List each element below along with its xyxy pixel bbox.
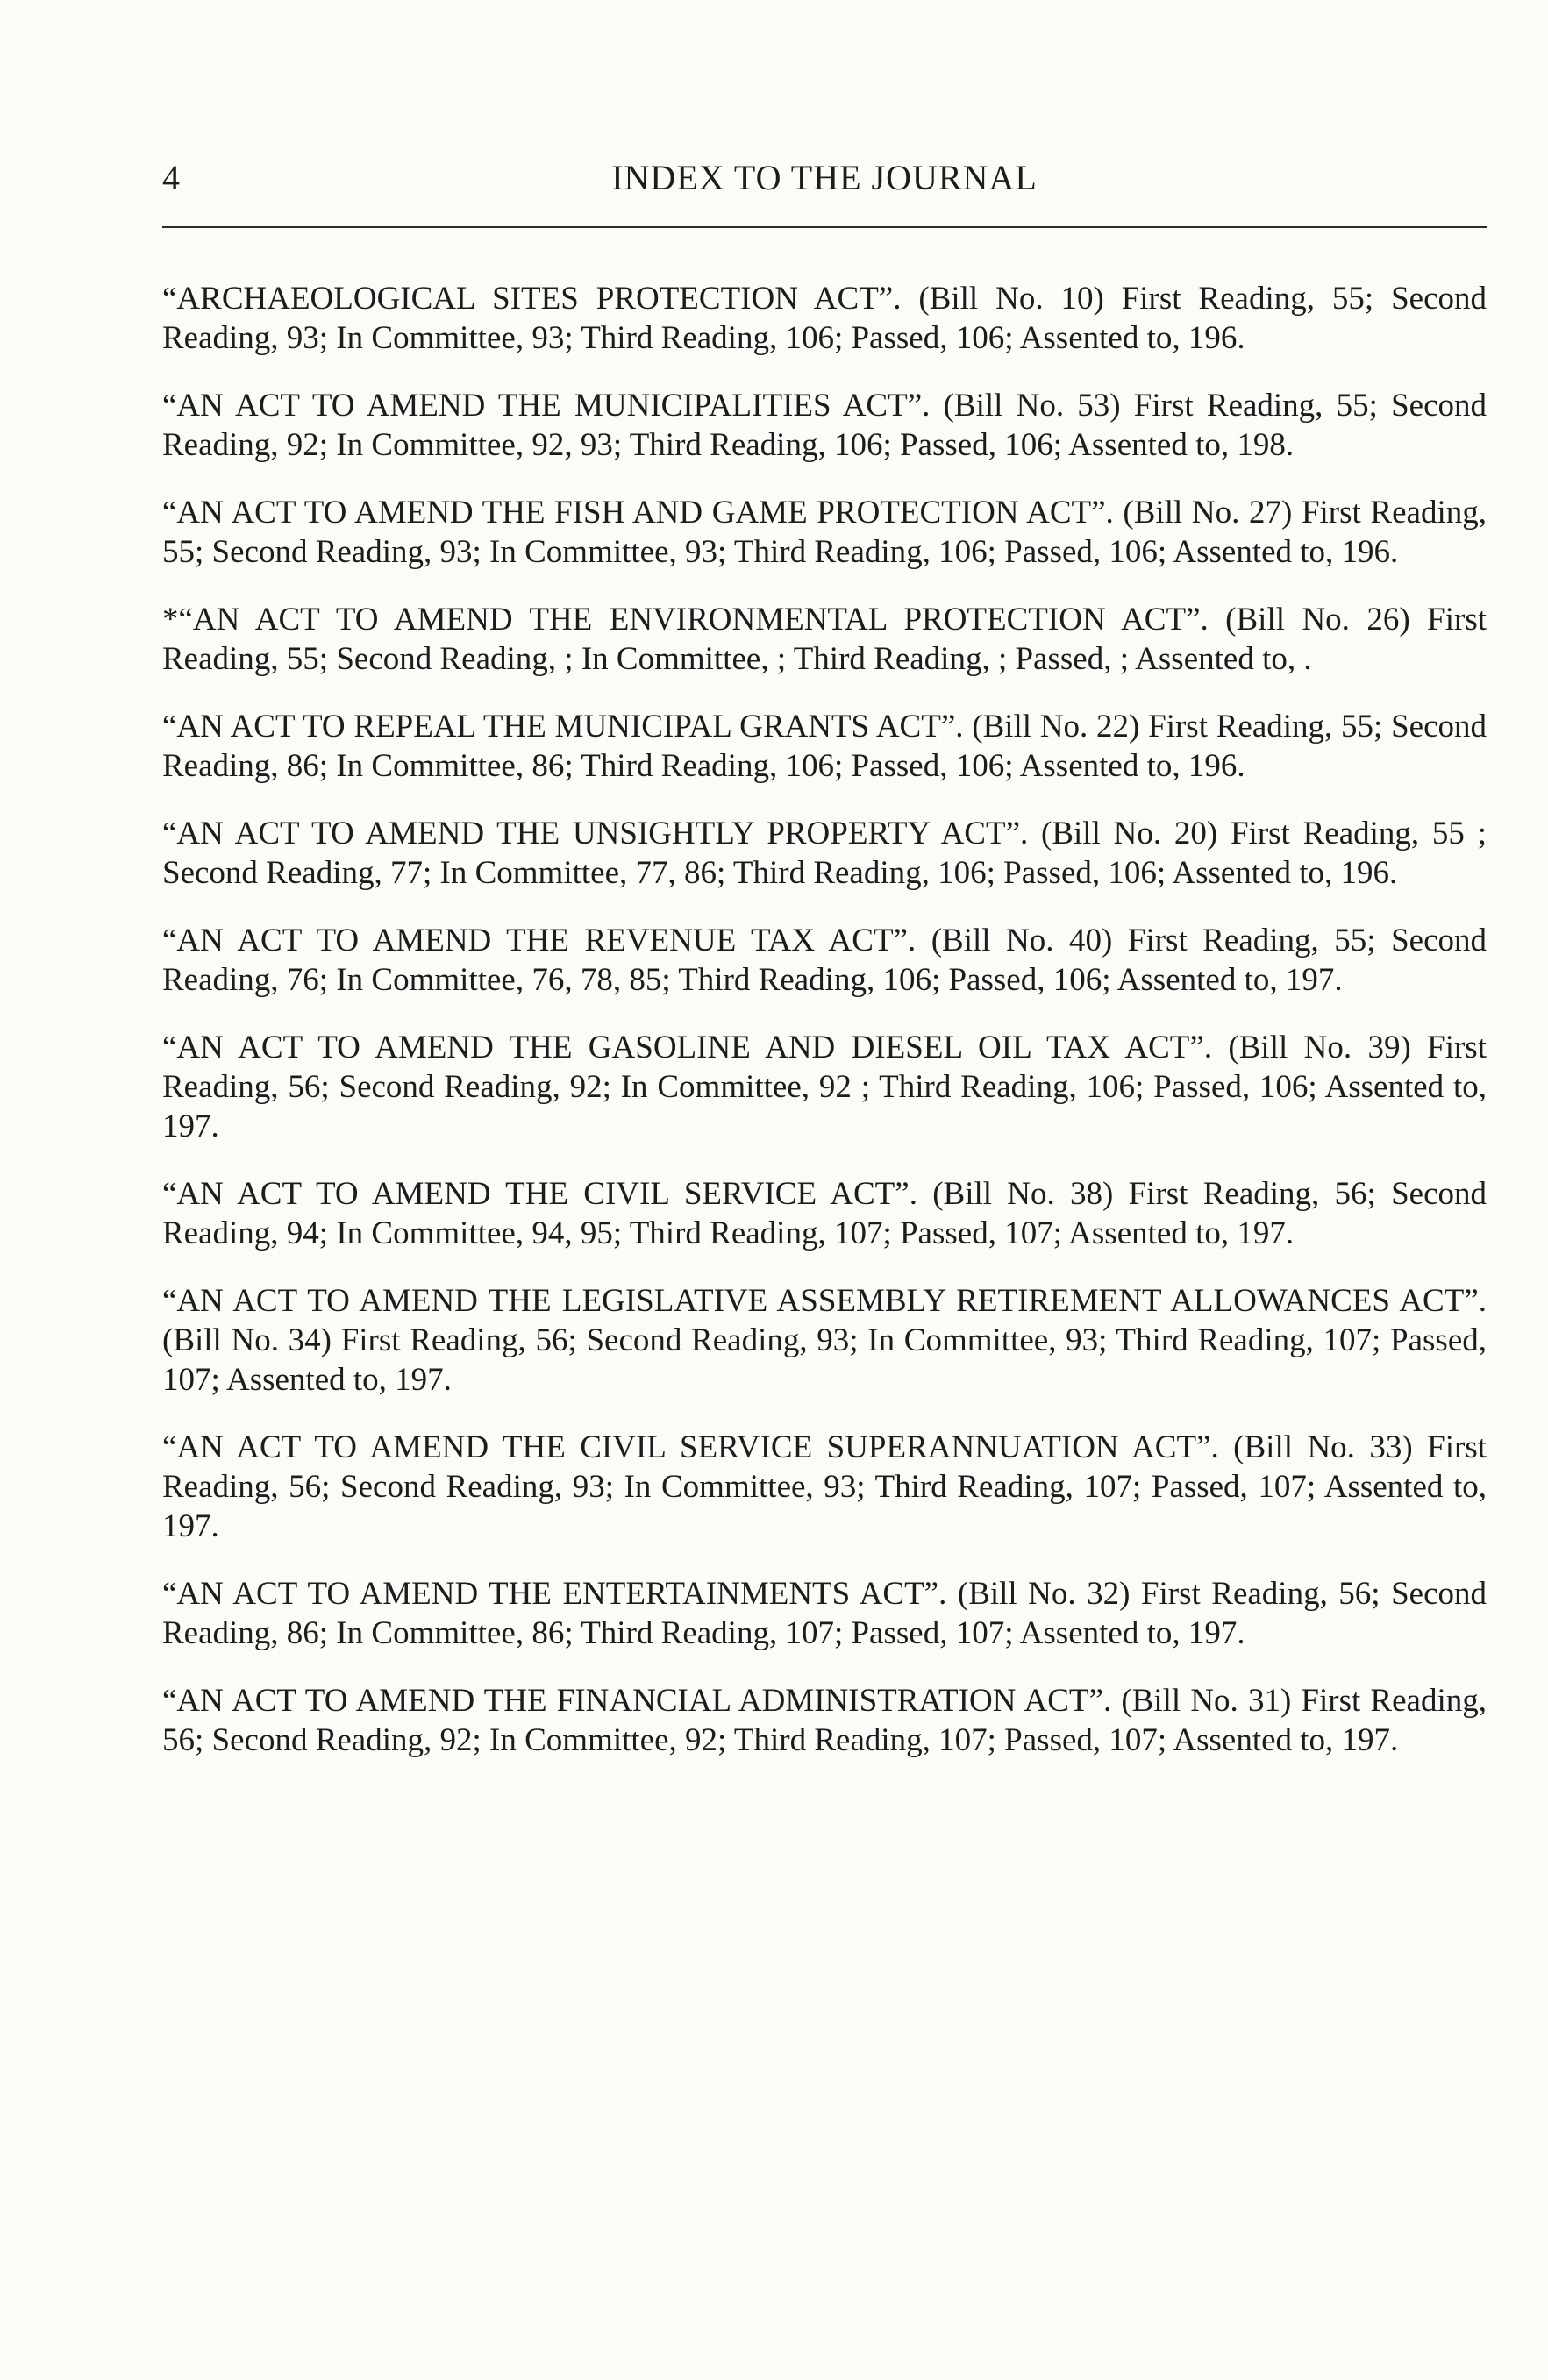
running-head-title: INDEX TO THE JOURNAL [611, 158, 1038, 197]
index-entry: “AN ACT TO AMEND THE UNSIGHTLY PROPERTY ACT”. (Bill No. 20) First Reading, 55 ; Second Reading, 77; In Committee, 77, 86; Third Reading, 106; Passed, 106; Assented to, 196. [162, 816, 1487, 891]
index-entry: “AN ACT TO AMEND THE CIVIL SERVICE SUPERANNUATION ACT”. (Bill No. 33) First Reading, 56; Second Reading, 93; In Committee, 93; Third Reading, 107; Passed, 107; Assented to, 197. [162, 1429, 1487, 1544]
index-entry: “ARCHAEOLOGICAL SITES PROTECTION ACT”. (Bill No. 10) First Reading, 55; Second Reading, 93; In Committee, 93; Third Reading, 106; Passed, 106; Assented to, 196. [162, 281, 1487, 356]
index-entry: “AN ACT TO AMEND THE CIVIL SERVICE ACT”. (Bill No. 38) First Reading, 56; Second Reading, 94; In Committee, 94, 95; Third Reading, 107; Passed, 107; Assented to, 197. [162, 1176, 1487, 1251]
page-header [162, 156, 1487, 209]
index-entry: “AN ACT TO AMEND THE GASOLINE AND DIESEL OIL TAX ACT”. (Bill No. 39) First Reading, 56; Second Reading, 92; In Committee, 92 ; Third Reading, 106; Passed, 106; Assented to, 197. [162, 1030, 1487, 1144]
index-entry: “AN ACT TO AMEND THE MUNICIPALITIES ACT”. (Bill No. 53) First Reading, 55; Second Reading, 92; In Committee, 92, 93; Third Reading, 106; Passed, 106; Assented to, 198. [162, 388, 1487, 463]
index-entry: “AN ACT TO AMEND THE REVENUE TAX ACT”. (Bill No. 40) First Reading, 55; Second Reading, 76; In Committee, 76, 78, 85; Third Reading, 106; Passed, 106; Assented to, 197. [162, 923, 1487, 998]
page-number: 4 [162, 158, 180, 197]
index-entry: “AN ACT TO AMEND THE LEGISLATIVE ASSEMBLY RETIREMENT ALLOWANCES ACT”. (Bill No. 34) First Reading, 56; Second Reading, 93; In Committee, 93; Third Reading, 107; Passed, 107; Assented to, 197. [162, 1283, 1487, 1398]
index-entry: “AN ACT TO REPEAL THE MUNICIPAL GRANTS ACT”. (Bill No. 22) First Reading, 55; Second Reading, 86; In Committee, 86; Third Reading, 106; Passed, 106; Assented to, 196. [162, 709, 1487, 784]
index-entry: “AN ACT TO AMEND THE ENTERTAINMENTS ACT”. (Bill No. 32) First Reading, 56; Second Reading, 86; In Committee, 86; Third Reading, 107; Passed, 107; Assented to, 197. [162, 1576, 1487, 1651]
index-entries [162, 279, 1487, 1788]
index-entry: “AN ACT TO AMEND THE FISH AND GAME PROTECTION ACT”. (Bill No. 27) First Reading, 55; Second Reading, 93; In Committee, 93; Third Reading, 106; Passed, 106; Assented to, 196. [162, 495, 1487, 570]
header-rule [162, 226, 1487, 228]
index-entry: “AN ACT TO AMEND THE FINANCIAL ADMINISTRATION ACT”. (Bill No. 31) First Reading, 56; Second Reading, 92; In Committee, 92; Third Reading, 107; Passed, 107; Assented to, 197. [162, 1683, 1487, 1758]
index-entry: *“AN ACT TO AMEND THE ENVIRONMENTAL PROTECTION ACT”. (Bill No. 26) First Reading, 55; Second Reading, ; In Committee, ; Third Reading, ; Passed, ; Assented to, . [162, 602, 1487, 677]
